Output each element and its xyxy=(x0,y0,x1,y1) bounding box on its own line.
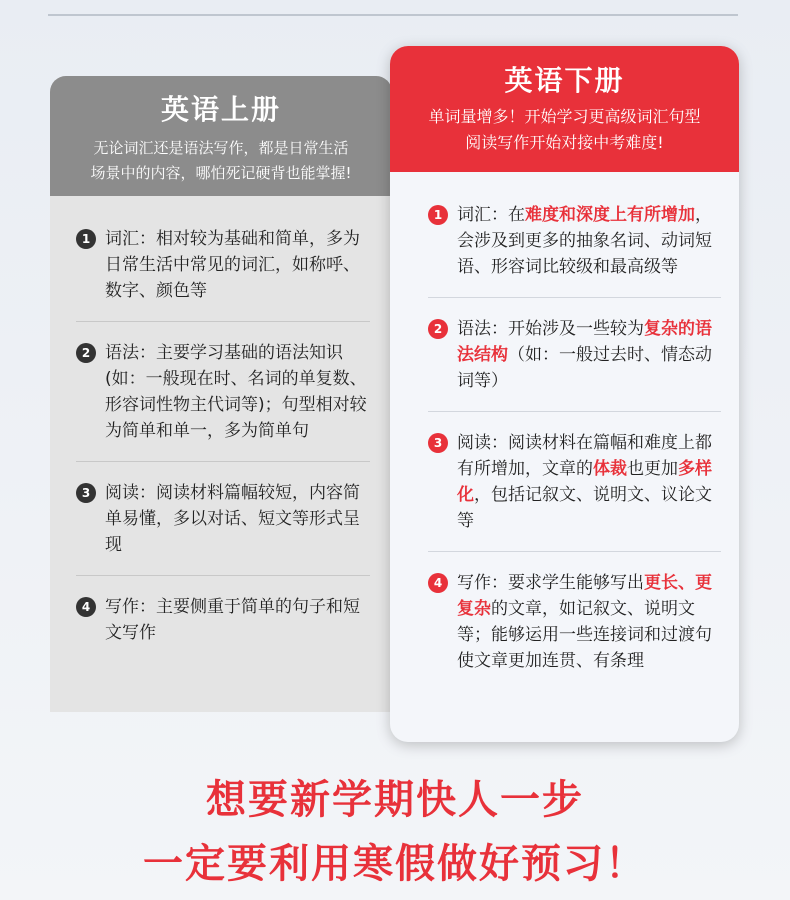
list-item xyxy=(428,430,721,534)
point-text: 阅读：阅读材料篇幅较短，内容简单易懂，多以对话、短文等形式呈现 xyxy=(105,483,360,555)
point-text: 写作：要求学生能够写出更长、更复杂的文章，如记叙文、说明文等；能够运用一些连接词和过渡句使文章更加连贯、有条理 xyxy=(457,573,712,671)
highlight-text: 复杂的语法结构 xyxy=(457,319,712,365)
textbook-volume-2-card xyxy=(390,46,739,742)
divider xyxy=(428,297,721,298)
list-item xyxy=(76,226,370,304)
number-badge: 1 xyxy=(428,205,448,225)
divider xyxy=(428,411,721,412)
number-badge: 4 xyxy=(76,597,96,617)
point-text: 阅读：阅读材料在篇幅和难度上都有所增加，文章的体裁也更加多样化，包括记叙文、说明文、议论文等 xyxy=(457,433,712,531)
list-item xyxy=(428,202,721,280)
highlight-text: 体裁 xyxy=(593,459,627,479)
point-text: 词汇：在难度和深度上有所增加，会涉及到更多的抽象名词、动词短语、形容词比较级和最高级等 xyxy=(457,205,712,277)
divider xyxy=(428,551,721,552)
list-item xyxy=(428,316,721,394)
volume-2-points xyxy=(390,172,739,674)
volume-1-subtitle: 无论词汇还是语法写作，都是日常生活 场景中的内容，哪怕死记硬背也能掌握! xyxy=(90,139,352,182)
highlight-text: 多样化 xyxy=(457,459,712,505)
volume-2-title: 英语下册 xyxy=(504,64,625,97)
number-badge: 4 xyxy=(428,573,448,593)
slogan-line-2: 一定要利用寒假做好预习！ xyxy=(143,841,647,887)
volume-2-header xyxy=(390,46,739,172)
number-badge: 1 xyxy=(76,229,96,249)
list-item xyxy=(76,340,370,444)
divider xyxy=(76,461,370,462)
volume-2-subtitle: 单词量增多！开始学习更高级词汇句型 阅读写作开始对接中考难度! xyxy=(428,107,701,152)
volume-1-header xyxy=(50,76,392,196)
number-badge: 3 xyxy=(76,483,96,503)
number-badge: 3 xyxy=(428,433,448,453)
divider xyxy=(76,575,370,576)
list-item xyxy=(428,570,721,674)
volume-1-title: 英语上册 xyxy=(160,93,281,126)
point-text: 词汇：相对较为基础和简单，多为日常生活中常见的词汇，如称呼、数字、颜色等 xyxy=(105,229,360,301)
number-badge: 2 xyxy=(428,319,448,339)
highlight-text: 难度和深度上有所增加 xyxy=(525,205,695,225)
number-badge: 2 xyxy=(76,343,96,363)
point-text: 写作：主要侧重于简单的句子和短文写作 xyxy=(105,597,360,643)
slogan-line-1: 想要新学期快人一步 xyxy=(206,777,584,823)
highlight-text: 更长、更复杂 xyxy=(457,573,712,619)
top-divider xyxy=(48,14,738,16)
textbook-volume-1-card xyxy=(50,76,392,712)
point-text: 语法：开始涉及一些较为复杂的语法结构（如：一般过去时、情态动词等） xyxy=(457,319,712,391)
list-item xyxy=(76,594,370,646)
divider xyxy=(76,321,370,322)
volume-1-points xyxy=(50,196,392,646)
point-text: 语法：主要学习基础的语法知识(如：一般现在时、名词的单复数、形容词性物主代词等)；句型相对较为简单和单一，多为简单句 xyxy=(105,343,367,441)
list-item xyxy=(76,480,370,558)
